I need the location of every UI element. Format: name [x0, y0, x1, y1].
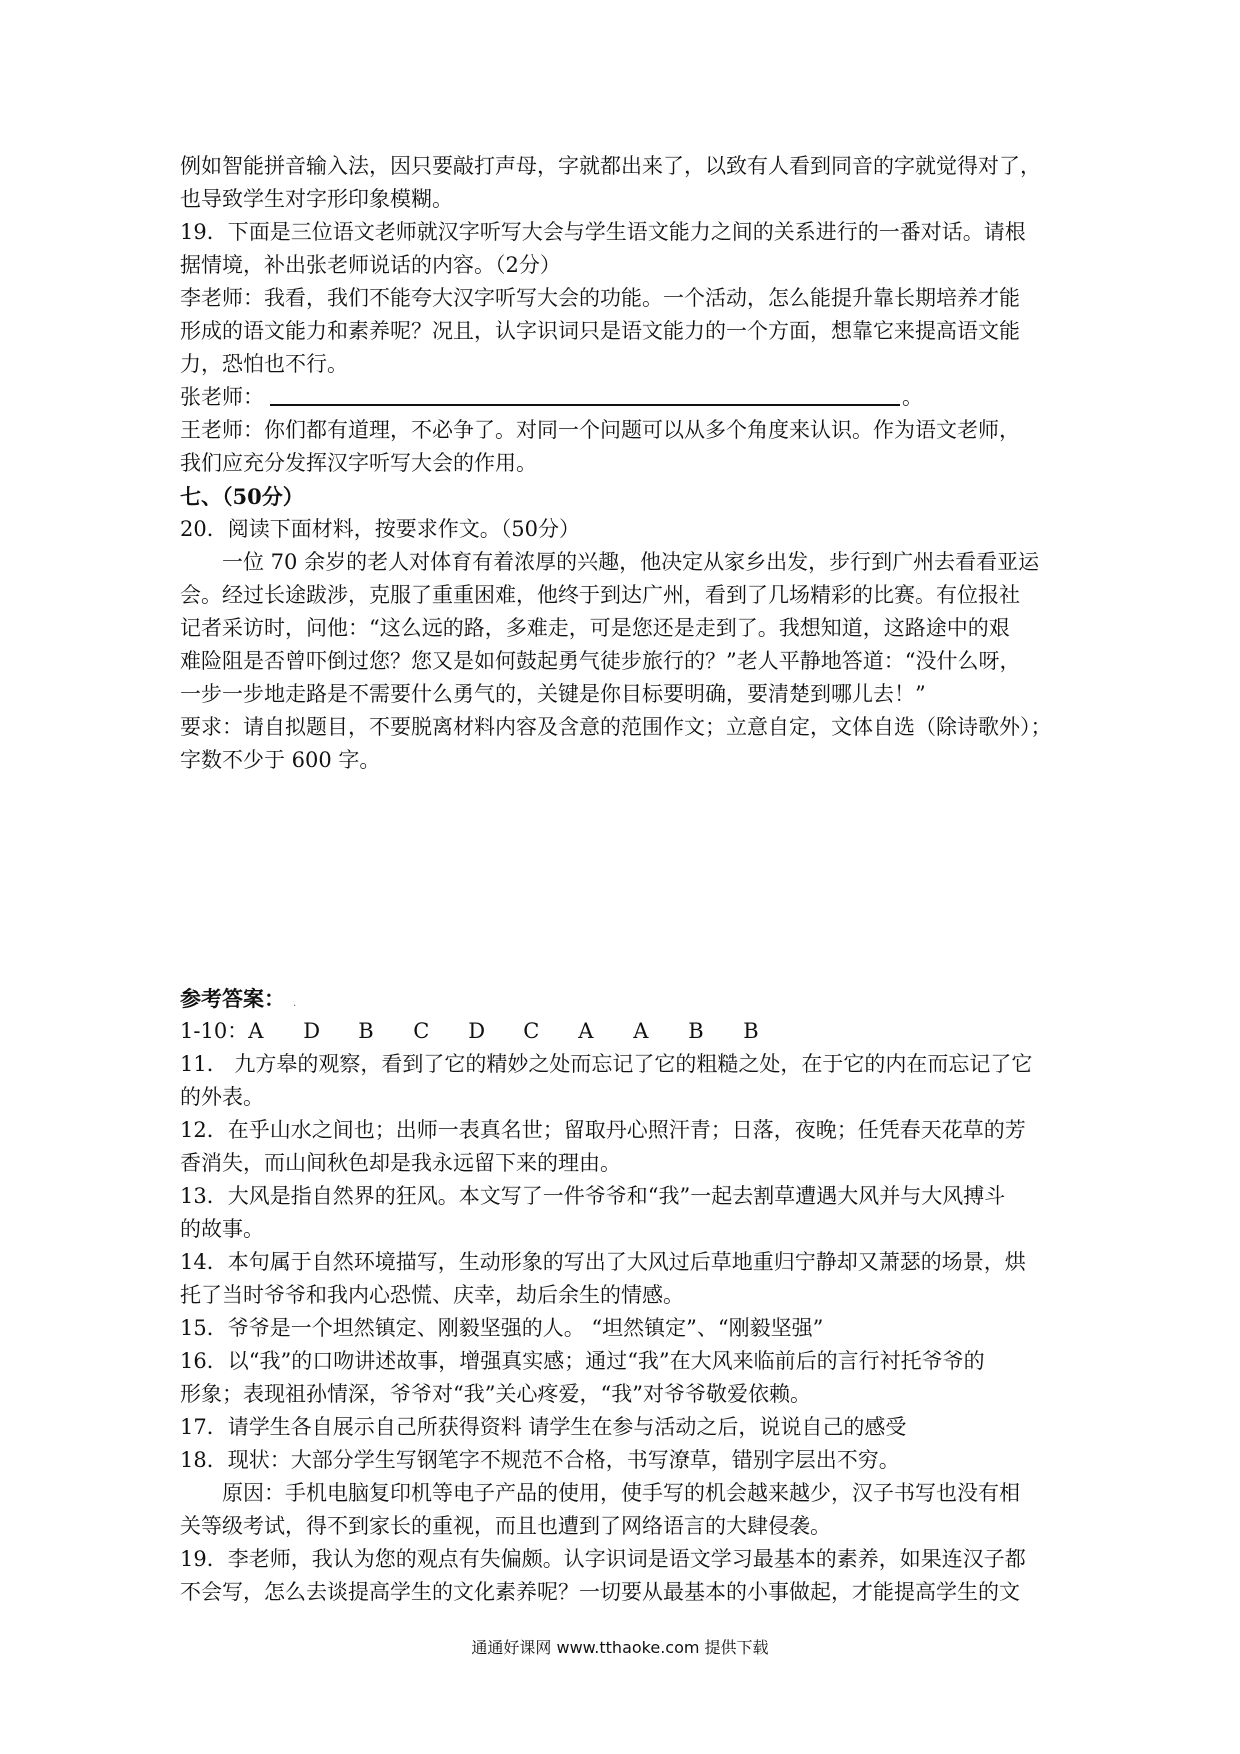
choice-answer: A — [633, 1019, 649, 1043]
text-line: 也导致学生对字形印象模糊。 — [180, 187, 453, 211]
document-page — [180, 150, 1070, 1609]
teacher-wang-line: 王老师：你们都有道理，不必争了。对同一个问题可以从多个角度来认识。作为语文老师， — [180, 418, 1020, 442]
answer-line: 关等级考试，得不到家长的重视，而且也遭到了网络语言的大肆侵袭。 — [180, 1514, 831, 1538]
choice-answer: D — [303, 1019, 321, 1043]
requirement-line: 字数不少于 600 字。 — [180, 748, 381, 772]
teacher-li-line: 李老师：我看，我们不能夸大汉字听写大会的功能。一个活动，怎么能提升靠长期培养才能 — [180, 286, 1020, 310]
choice-answer: A — [248, 1019, 264, 1043]
teacher-zhang-label: 张老师： — [180, 385, 264, 409]
question-19-line: 19．下面是三位语文老师就汉字听写大会与学生语文能力之间的关系进行的一番对话。请根 — [180, 220, 1026, 244]
answer-line: 13．大风是指自然界的狂风。本文写了一件爷爷和“我”一起去割草遭遇大风并与大风搏斗 — [180, 1184, 1006, 1208]
question-19-line: 据情境，补出张老师说话的内容。（2分） — [180, 253, 561, 277]
choice-answer: B — [688, 1019, 704, 1043]
teacher-zhang-end: 。 — [902, 385, 923, 409]
text-line: 例如智能拼音输入法，因只要敲打声母，字就都出来了，以致有人看到同音的字就觉得对了， — [180, 154, 1041, 178]
teacher-zhang-row — [180, 381, 1070, 414]
answer-line: 的故事。 — [180, 1217, 264, 1241]
answer-line: 19．李老师，我认为您的观点有失偏颇。认字识词是语文学习最基本的素养，如果连汉子都 — [180, 1547, 1026, 1571]
section-seven — [180, 480, 1070, 777]
answer-line: 香消失，而山间秋色却是我永远留下来的理由。 — [180, 1151, 621, 1175]
answer-line: 15．爷爷是一个坦然镇定、刚毅坚强的人。 “坦然镇定”、“刚毅坚强” — [180, 1316, 824, 1340]
choice-answer: D — [468, 1019, 486, 1043]
answer-line: 14．本句属于自然环境描写，生动形象的写出了大风过后草地重归宁静却又萧瑟的场景，烘 — [180, 1250, 1026, 1274]
answer-line: 12．在乎山水之间也；出师一表真名世；留取丹心照汗青；日落，夜晚；任凭春天花草的芳 — [180, 1118, 1026, 1142]
choice-answer: C — [413, 1019, 430, 1043]
answer-line: 托了当时爷爷和我内心恐慌、庆幸，劫后余生的情感。 — [180, 1283, 684, 1307]
choice-answer: B — [358, 1019, 374, 1043]
answer-line: 形象；表现祖孙情深，爷爷对“我”关心疼爱，“我”对爷爷敬爱依赖。 — [180, 1382, 811, 1406]
material-line: 一步一步地走路是不需要什么勇气的，关键是你目标要明确，要清楚到哪儿去！” — [180, 682, 926, 706]
page-gap — [180, 777, 1070, 982]
question-20: 20．阅读下面材料，按要求作文。（50分） — [180, 517, 580, 541]
answer-line: 16．以“我”的口吻讲述故事，增强真实感；通过“我”在大风来临前后的言行衬托爷爷的 — [180, 1349, 985, 1373]
answer-line: 11． 九方皋的观察，看到了它的精妙之处而忘记了它的粗糙之处，在于它的内在而忘记了它 — [180, 1052, 1033, 1076]
choices-label: 1-10： — [180, 1019, 249, 1043]
section-top — [180, 150, 1070, 480]
page-footer: 通通好课网 www.tthaoke.com 提供下载 — [471, 1638, 769, 1657]
material-line: 难险阻是否曾吓倒过您？您又是如何鼓起勇气徒步旅行的？”老人平静地答道：“没什么呀， — [180, 649, 1021, 673]
answer-line: 18．现状：大部分学生写钢笔字不规范不合格，书写潦草，错别字层出不穷。 — [180, 1448, 900, 1472]
scan-dot: . — [293, 998, 297, 1009]
answer-blank-line[interactable] — [270, 404, 900, 406]
teacher-li-line: 形成的语文能力和素养呢？况且，认字识词只是语文能力的一个方面，想靠它来提高语文能 — [180, 319, 1020, 343]
material-line: 一位 70 余岁的老人对体育有着浓厚的兴趣，他决定从家乡出发，步行到广州去看看亚运 — [222, 550, 1040, 574]
answer-heading-text: 参考答案： — [180, 986, 285, 1011]
answer-key — [180, 982, 1070, 1609]
material-line: 记者采访时，问他：“这么远的路，多难走，可是您还是走到了。我想知道，这路途中的艰 — [180, 616, 1010, 640]
section-heading: 七、（50分） — [180, 484, 304, 509]
teacher-li-line: 力，恐怕也不行。 — [180, 352, 348, 376]
choice-answer: C — [523, 1019, 540, 1043]
multiple-choice-answers — [180, 1015, 1070, 1048]
answer-heading — [180, 982, 1070, 1015]
choice-answer: A — [578, 1019, 594, 1043]
answer-line: 17．请学生各自展示自己所获得资料 请学生在参与活动之后，说说自己的感受 — [180, 1415, 907, 1439]
material-line: 会。经过长途跋涉，克服了重重困难，他终于到达广州，看到了几场精彩的比赛。有位报社 — [180, 583, 1020, 607]
answer-reason-line: 原因：手机电脑复印机等电子产品的使用，使手写的机会越来越少，汉子书写也没有相 — [222, 1481, 1020, 1505]
answer-line: 不会写，怎么去谈提高学生的文化素养呢？一切要从最基本的小事做起，才能提高学生的文 — [180, 1580, 1020, 1604]
requirement-line: 要求：请自拟题目，不要脱离材料内容及含意的范围作文；立意自定，文体自选（除诗歌外）； — [180, 715, 1052, 739]
answer-line: 的外表。 — [180, 1085, 264, 1109]
choice-answer: B — [743, 1019, 759, 1043]
teacher-wang-line: 我们应充分发挥汉字听写大会的作用。 — [180, 451, 537, 475]
